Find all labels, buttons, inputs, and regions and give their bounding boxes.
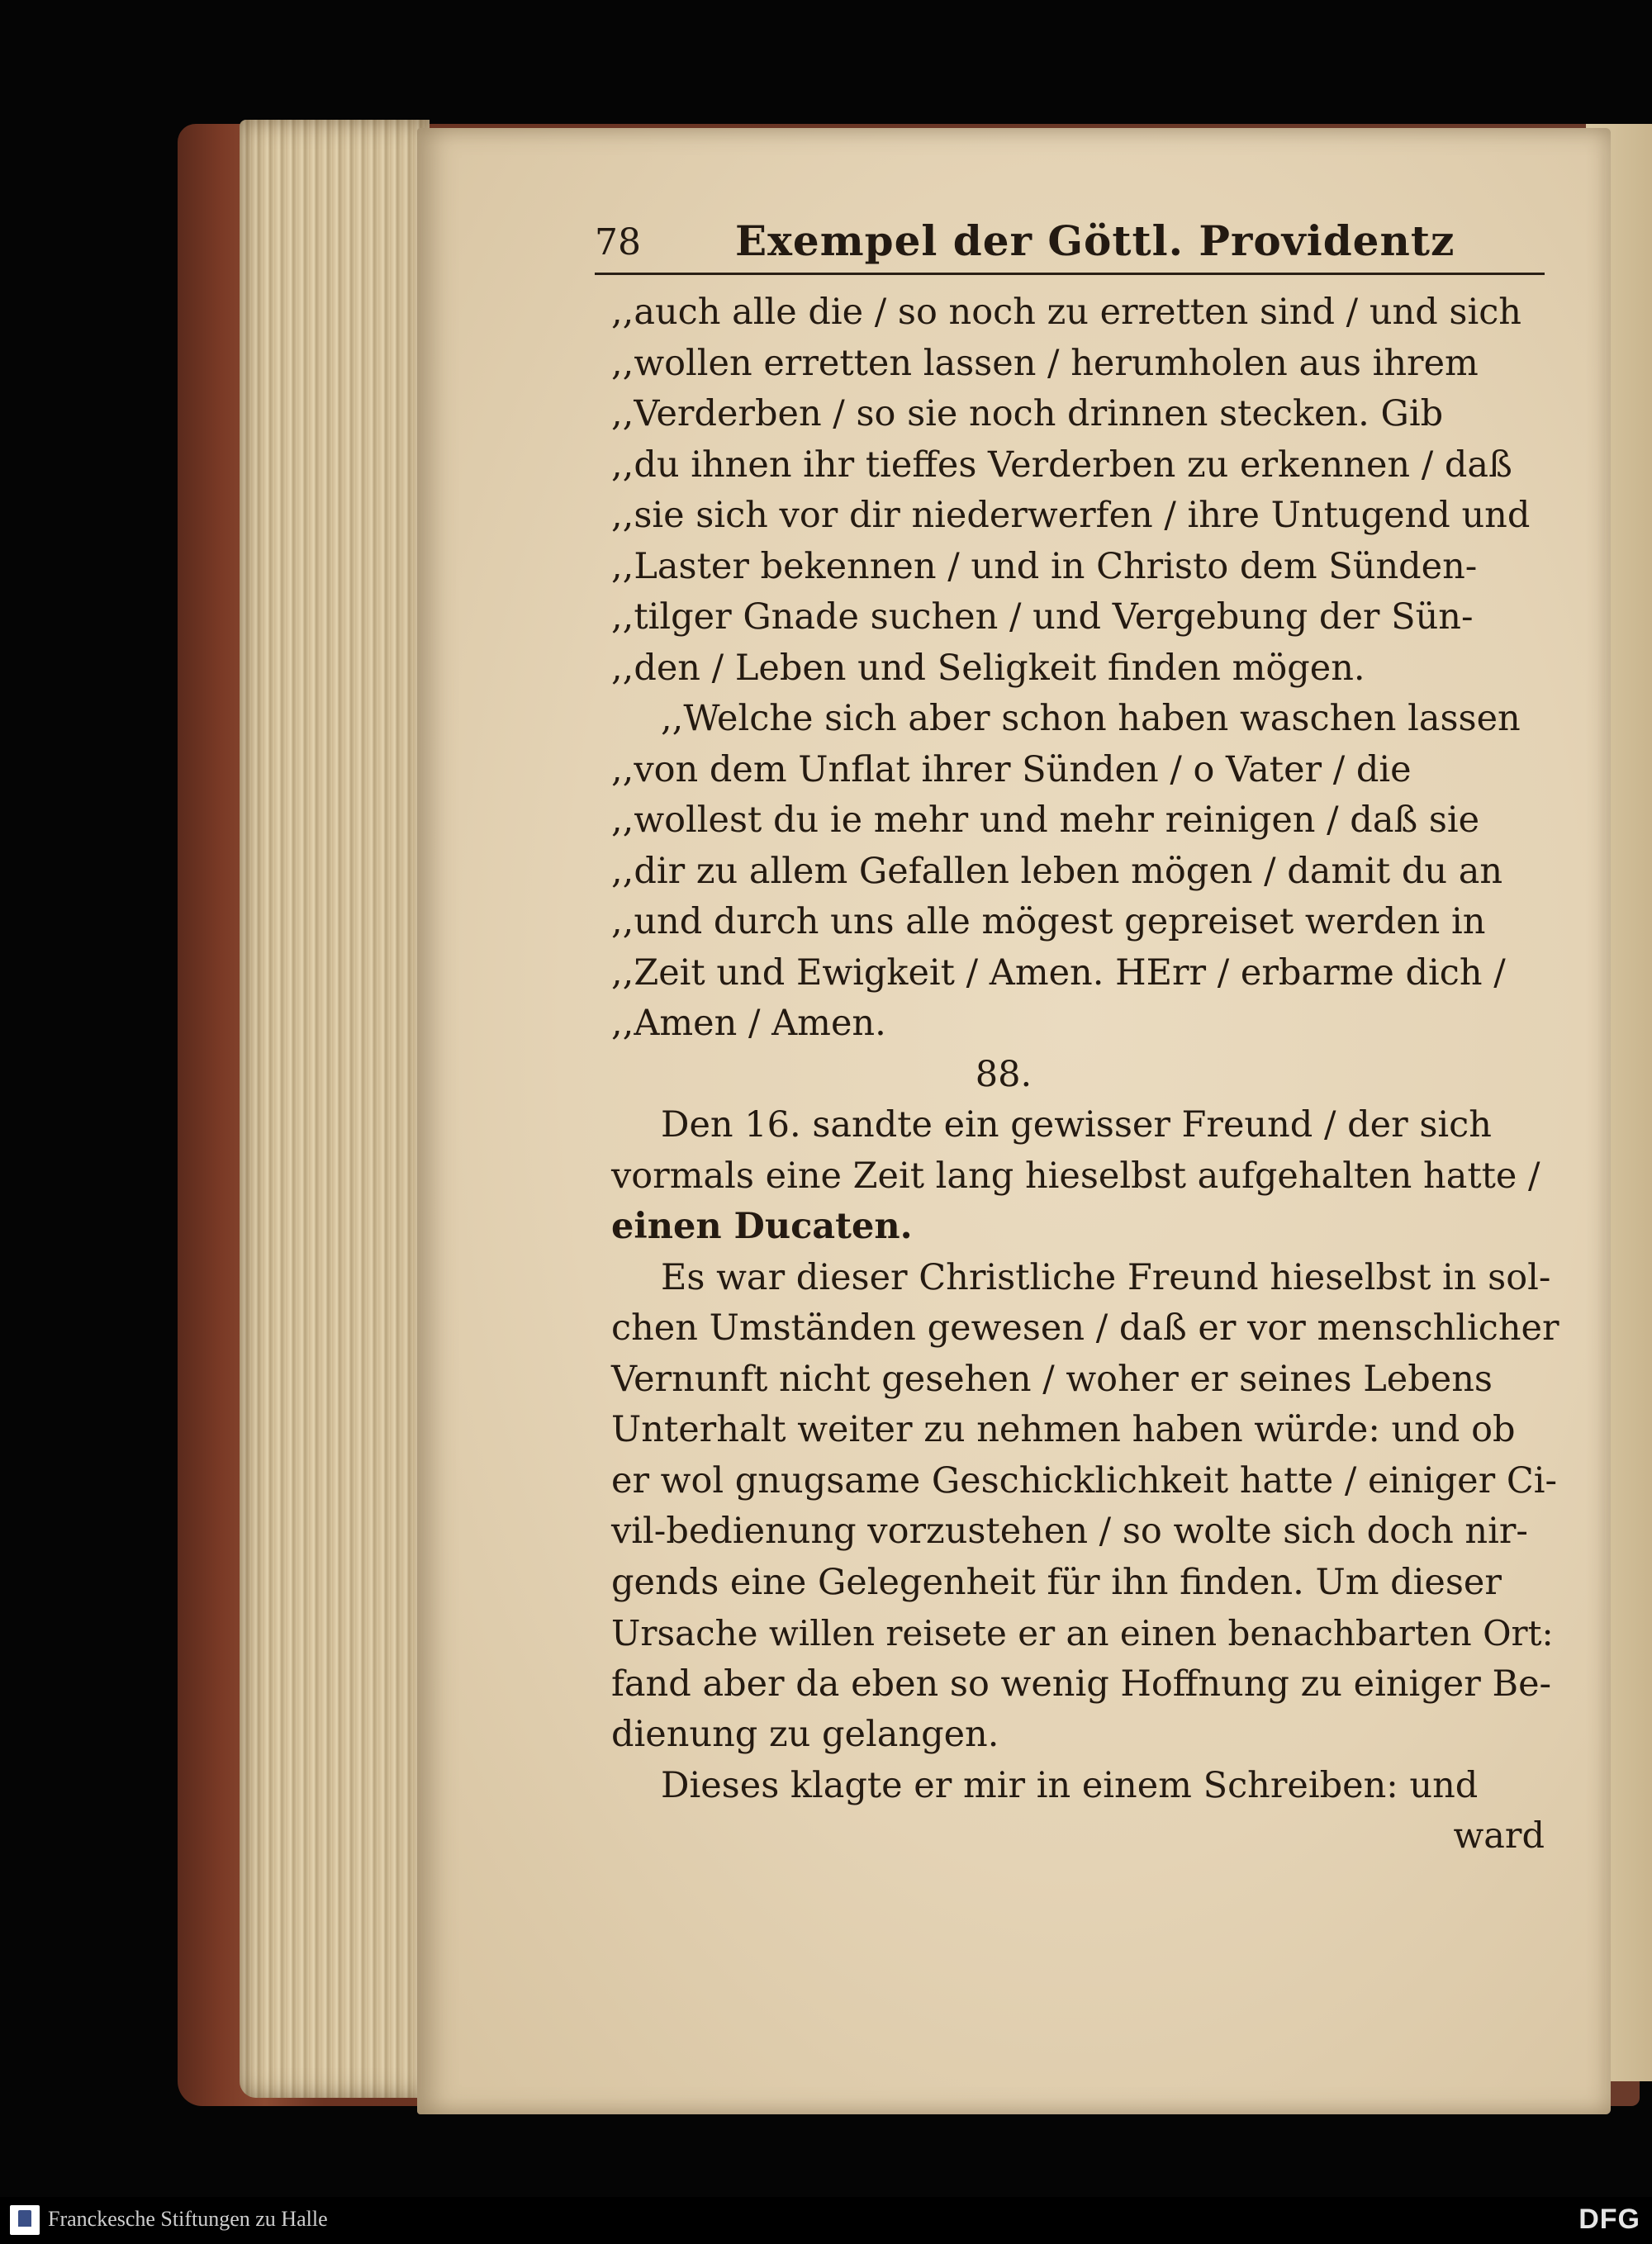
- text-line: Es war dieser Christliche Freund hieselbst in sol-: [661, 1256, 1551, 1298]
- viewer-footer: [0, 2197, 1652, 2244]
- text-line: ,,Zeit und Ewigkeit / Amen. HErr / erbarme dich /: [611, 951, 1506, 994]
- text-line: vil-bedienung vorzustehen / so wolte sich doch nir-: [611, 1511, 1528, 1552]
- text-line: ,,Amen / Amen.: [611, 1003, 886, 1044]
- text-line: ,,und durch uns alle mögest gepreiset werden in: [611, 901, 1486, 942]
- text-line: ,,wollen erretten lassen / herumholen aus ihrem: [611, 342, 1479, 384]
- dfg-logo: DFG: [1578, 2204, 1640, 2235]
- text-line: ,,Laster bekennen / und in Christo dem Sünden-: [611, 545, 1478, 587]
- catchword: ward: [1453, 1815, 1545, 1857]
- text-line: ,,auch alle die / so noch zu erretten sind / und sich: [611, 292, 1522, 333]
- text-line: Den 16. sandte ein gewisser Freund / der sich: [661, 1104, 1492, 1146]
- text-line: fand aber da eben so wenig Hoffnung zu einiger Be-: [611, 1663, 1552, 1705]
- page-header: [595, 216, 1553, 279]
- text-line: ,,den / Leben und Seligkeit finden mögen.: [611, 647, 1365, 689]
- text-line: Unterhalt weiter zu nehmen haben würde: und ob: [611, 1409, 1516, 1450]
- text-line: ,,sie sich vor dir niederwerfen / ihre Untugend und: [611, 495, 1531, 536]
- running-title: Exempel der Göttl. Providentz: [735, 216, 1455, 265]
- text-line: ,,tilger Gnade suchen / und Vergebung der Sün-: [611, 596, 1474, 638]
- text-line: dienung zu gelangen.: [611, 1714, 999, 1755]
- page-number: 78: [595, 221, 641, 263]
- text-line: er wol gnugsame Geschicklichkeit hatte / einiger Ci-: [611, 1459, 1558, 1502]
- text-line: Ursache willen reisete er an einen benachbarten Ort:: [611, 1613, 1554, 1653]
- institution-name: Franckesche Stiftungen zu Halle: [48, 2207, 328, 2231]
- text-line: ,,Verderben / so sie noch drinnen stecken. Gib: [611, 393, 1444, 434]
- institution-logo-icon: [10, 2205, 40, 2235]
- text-line: gends eine Gelegenheit für ihn finden. Um dieser: [611, 1561, 1502, 1603]
- text-line: Vernunft nicht gesehen / woher er seines Lebens: [611, 1358, 1493, 1400]
- text-line: vormals eine Zeit lang hieselbst aufgehalten hatte /: [611, 1155, 1540, 1197]
- header-rule: [595, 273, 1545, 275]
- text-line: ,,du ihnen ihr tieffes Verderben zu erkennen / daß: [611, 444, 1512, 486]
- text-line: ,,von dem Unflat ihrer Sünden / o Vater / die: [611, 748, 1412, 790]
- page-edges: [240, 120, 430, 2098]
- text-line: chen Umständen gewesen / daß er vor menschlicher: [611, 1307, 1559, 1349]
- text-line: einen Ducaten.: [611, 1206, 913, 1247]
- section-number: 88.: [975, 1053, 1032, 1095]
- text-line: ,,dir zu allem Gefallen leben mögen / damit du an: [611, 850, 1503, 892]
- text-line: Dieses klagte er mir in einem Schreiben: und: [661, 1764, 1479, 1806]
- page-text: [611, 287, 1561, 1862]
- text-line: ,,wollest du ie mehr und mehr reinigen / daß sie: [611, 799, 1480, 841]
- text-line: ,,Welche sich aber schon haben waschen lassen: [661, 698, 1521, 739]
